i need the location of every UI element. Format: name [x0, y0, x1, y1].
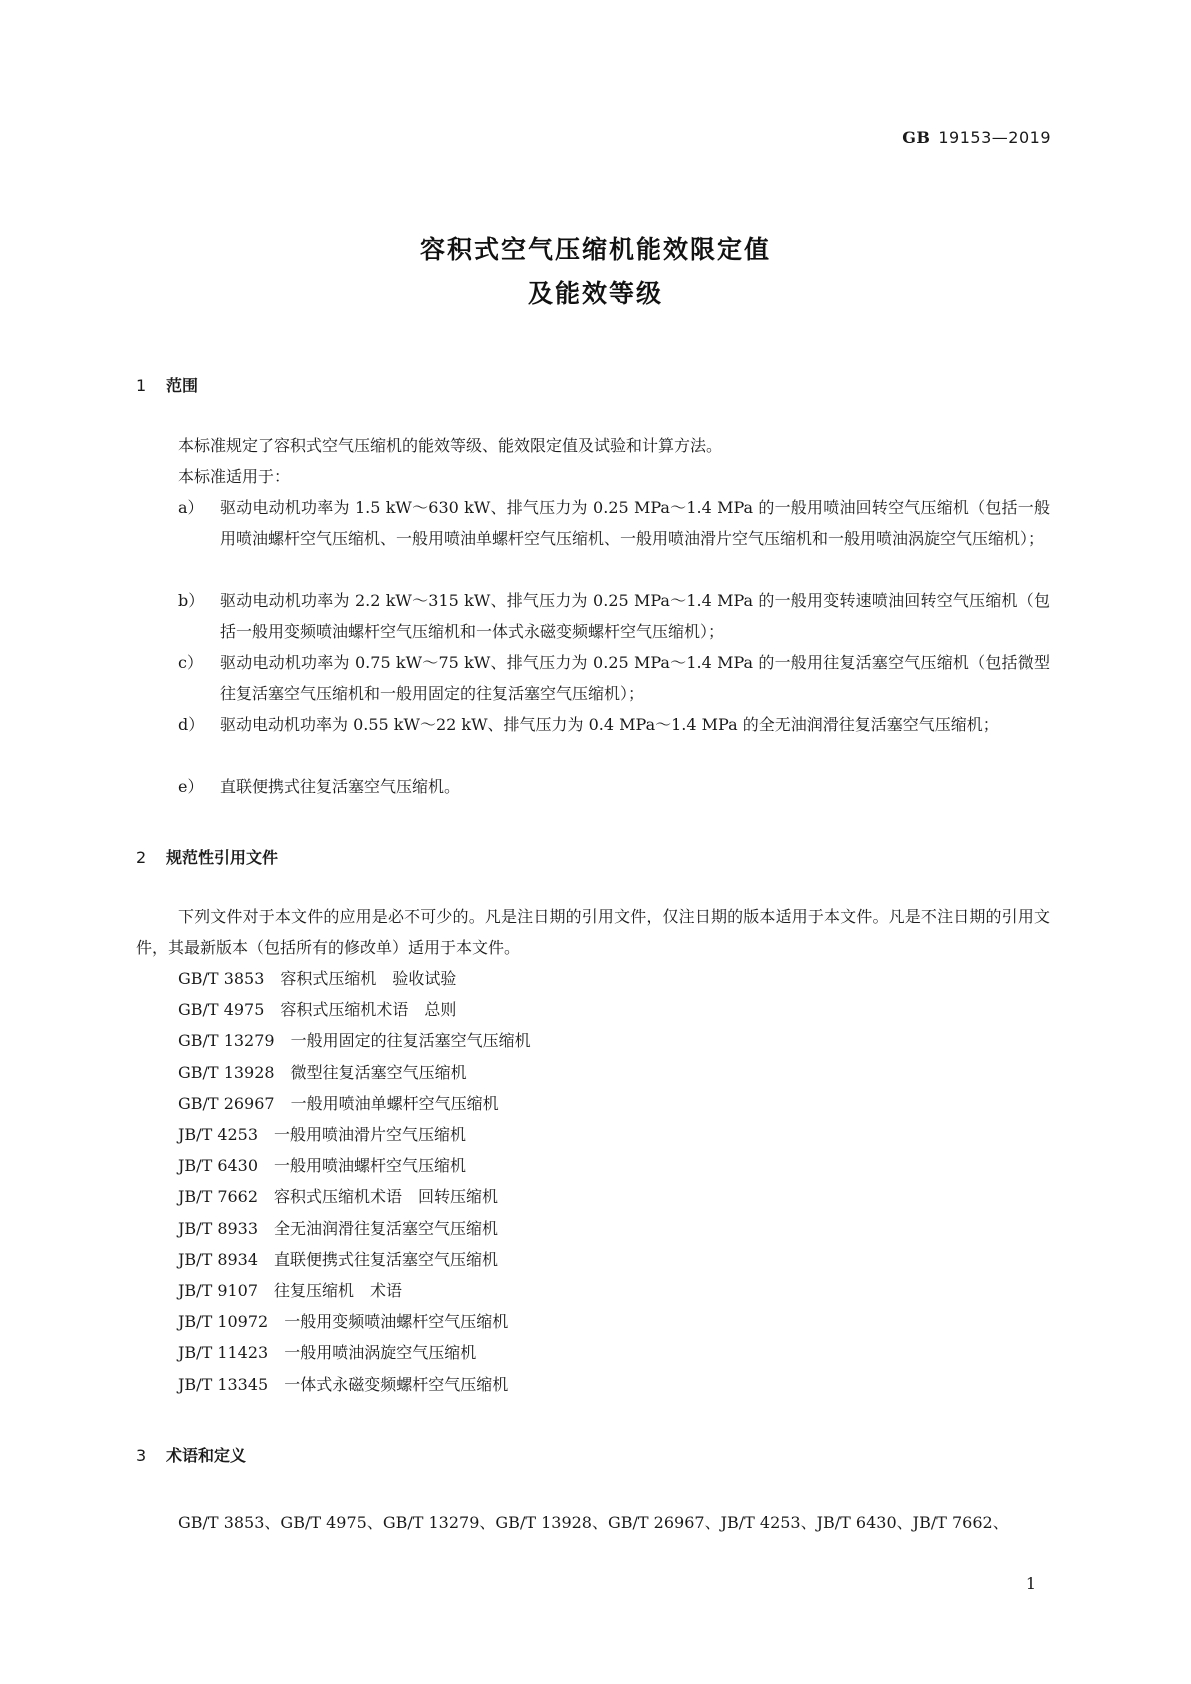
- reference-item: [178, 1088, 531, 1119]
- section-3-intro: GB/T 3853、GB/T 4975、GB/T 13279、GB/T 13928、GB/T 26967、JB/T 4253、JB/T 6430、JB/T 7662、: [178, 1513, 1009, 1532]
- section-1-intro: 本标准规定了容积式空气压缩机的能效等级、能效限定值及试验和计算方法。: [178, 436, 723, 455]
- standard-code: [902, 128, 1051, 147]
- list-item-label: c）: [178, 653, 203, 672]
- reference-code: JB/T 4253: [178, 1125, 259, 1145]
- list-item-label: d）: [178, 715, 205, 734]
- section-3-heading: [136, 1443, 246, 1466]
- reference-title: 容积式压缩机术语 总则: [280, 1000, 457, 1020]
- reference-code: JB/T 13345: [178, 1374, 269, 1394]
- reference-title: 一般用喷油涡旋空气压缩机: [284, 1343, 477, 1363]
- section-number: 3: [136, 1446, 147, 1465]
- section-2-heading: [136, 845, 278, 868]
- section-2-intro: 下列文件对于本文件的应用是必不可少的。凡是注日期的引用文件，仅注日期的版本适用于本文件。凡是不注日期的引用文件，其最新版本（包括所有的修改单）适用于本文件。: [136, 907, 1050, 957]
- reference-title: 一体式永磁变频螺杆空气压缩机: [284, 1374, 509, 1394]
- reference-item: [178, 1275, 531, 1306]
- reference-code: JB/T 7662: [178, 1187, 259, 1207]
- standard-number: 19153—2019: [938, 128, 1051, 147]
- section-title: 范围: [166, 376, 199, 395]
- reference-title: 一般用喷油单螺杆空气压缩机: [290, 1093, 499, 1113]
- section-1-heading: [136, 373, 198, 396]
- list-item-label: e）: [178, 777, 204, 796]
- reference-item: [178, 1119, 531, 1150]
- reference-title: 往复压缩机 术语: [274, 1281, 403, 1301]
- list-item-text: 驱动电动机功率为 1.5 kW～630 kW、排气压力为 0.25 MPa～1.4 MPa 的一般用喷油回转空气压缩机（包括一般用喷油螺杆空气压缩机、一般用喷油单螺杆空气压缩机、一般用喷油滑片空气压缩机和一般用喷油涡旋空气压缩机）；: [220, 498, 1050, 548]
- reference-code: GB/T 3853: [178, 969, 265, 988]
- reference-item: [178, 1244, 531, 1275]
- reference-title: 一般用喷油滑片空气压缩机: [274, 1125, 467, 1145]
- reference-item: [178, 1181, 531, 1212]
- section-1-applies: 本标准适用于：: [178, 467, 291, 486]
- reference-item: [178, 963, 531, 994]
- document-title-line1: 容积式空气压缩机能效限定值: [419, 235, 771, 264]
- reference-code: JB/T 11423: [178, 1343, 269, 1363]
- reference-item: [178, 994, 531, 1025]
- section-number: 1: [136, 376, 147, 395]
- reference-code: GB/T 13279: [178, 1031, 275, 1051]
- reference-title: 一般用喷油螺杆空气压缩机: [274, 1156, 467, 1176]
- document-title-line2: 及能效等级: [527, 279, 663, 308]
- reference-code: JB/T 9107: [178, 1281, 259, 1301]
- list-item-text: 驱动电动机功率为 0.55 kW～22 kW、排气压力为 0.4 MPa～1.4 MPa 的全无油润滑往复活塞空气压缩机；: [220, 715, 999, 734]
- list-item-label: b）: [178, 591, 205, 610]
- reference-title: 容积式压缩机 验收试验: [280, 969, 457, 988]
- reference-item: [178, 1057, 531, 1088]
- reference-title: 容积式压缩机术语 回转压缩机: [274, 1187, 499, 1207]
- page-number: 1: [1025, 1574, 1036, 1593]
- list-item-text: 直联便携式往复活塞空气压缩机。: [220, 777, 461, 796]
- reference-title: 直联便携式往复活塞空气压缩机: [274, 1249, 499, 1269]
- reference-code: GB/T 26967: [178, 1093, 275, 1113]
- reference-title: 一般用固定的往复活塞空气压缩机: [290, 1031, 531, 1051]
- reference-item: [178, 1306, 531, 1337]
- reference-title: 微型往复活塞空气压缩机: [290, 1062, 467, 1082]
- reference-list: [178, 963, 531, 1400]
- reference-item: [178, 1369, 531, 1400]
- list-item-text: 驱动电动机功率为 2.2 kW～315 kW、排气压力为 0.25 MPa～1.4 MPa 的一般用变转速喷油回转空气压缩机（包括一般用变频喷油螺杆空气压缩机和一体式永磁变频螺杆空气压缩机）；: [220, 591, 1050, 641]
- reference-code: JB/T 6430: [178, 1156, 259, 1176]
- reference-title: 全无油润滑往复活塞空气压缩机: [274, 1218, 499, 1238]
- reference-code: GB/T 4975: [178, 1000, 265, 1020]
- section-number: 2: [136, 848, 147, 867]
- reference-title: 一般用变频喷油螺杆空气压缩机: [284, 1312, 509, 1332]
- reference-code: GB/T 13928: [178, 1062, 275, 1082]
- list-item-text: 驱动电动机功率为 0.75 kW～75 kW、排气压力为 0.25 MPa～1.4 MPa 的一般用往复活塞空气压缩机（包括微型往复活塞空气压缩机和一般用固定的往复活塞空气压缩机）；: [220, 653, 1050, 703]
- reference-item: [178, 1025, 531, 1056]
- list-item-label: a）: [178, 498, 204, 517]
- reference-item: [178, 1337, 531, 1368]
- standard-prefix: GB: [902, 128, 931, 147]
- reference-code: JB/T 8934: [178, 1249, 259, 1269]
- reference-item: [178, 1213, 531, 1244]
- section-title: 规范性引用文件: [166, 848, 279, 867]
- reference-code: JB/T 8933: [178, 1218, 259, 1238]
- reference-item: [178, 1150, 531, 1181]
- section-title: 术语和定义: [166, 1446, 247, 1465]
- reference-code: JB/T 10972: [178, 1312, 269, 1332]
